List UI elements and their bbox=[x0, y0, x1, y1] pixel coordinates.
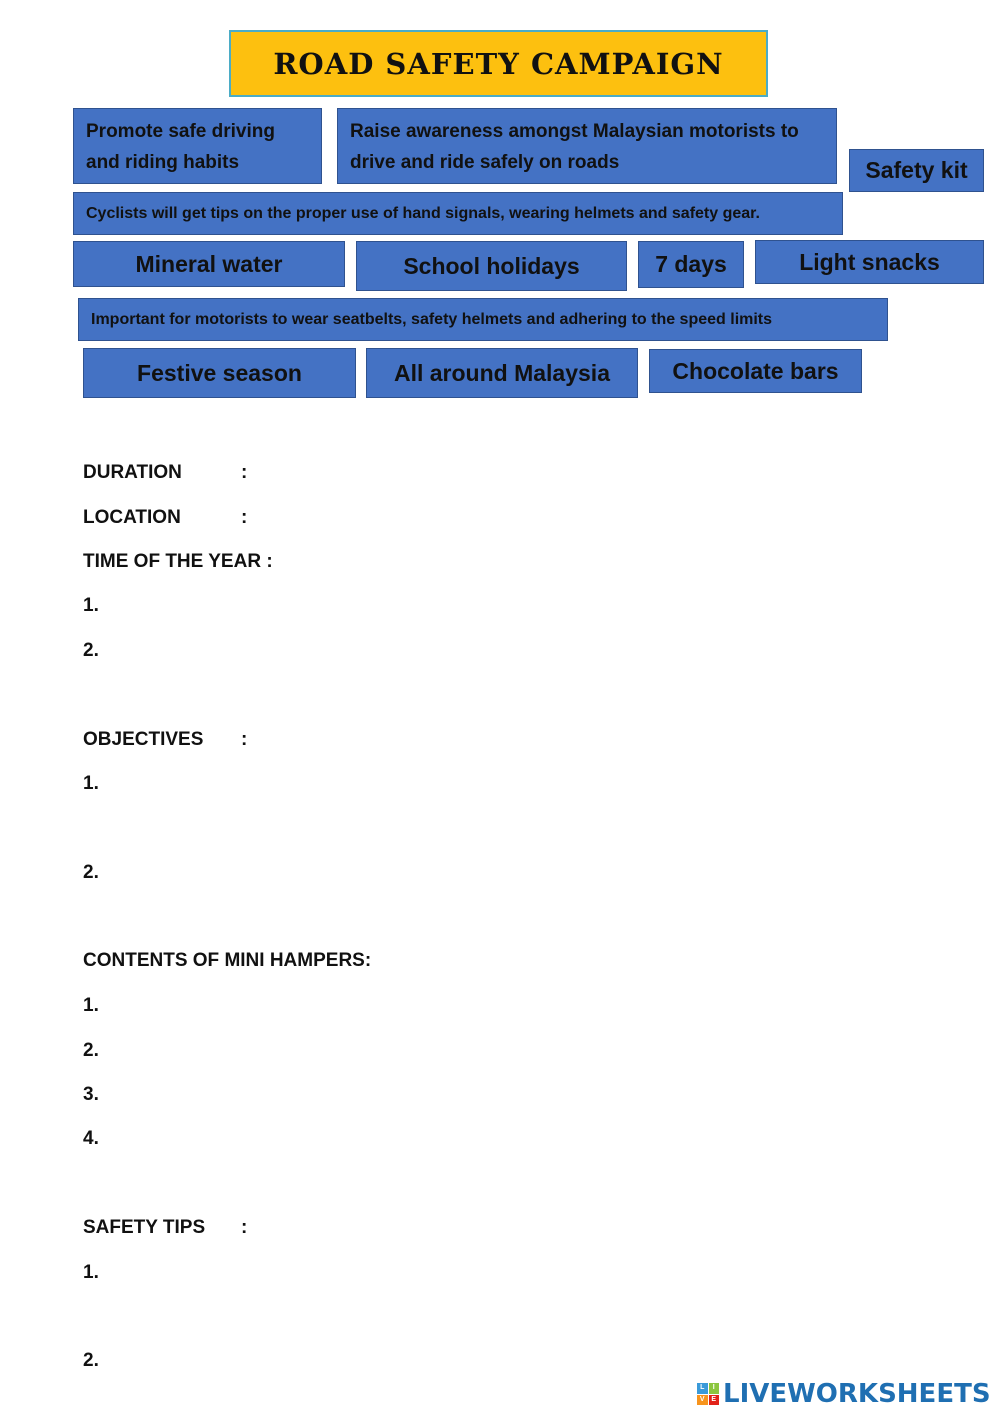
contents-number-1: 1. bbox=[83, 995, 99, 1016]
drop-zone-contents-3[interactable] bbox=[270, 1082, 910, 1108]
tile-raise-awareness[interactable]: Raise awareness amongst Malaysian motorists to drive and ride safely on roads bbox=[337, 108, 837, 184]
tile-promote[interactable]: Promote safe driving and riding habits bbox=[73, 108, 322, 184]
drop-zone-objectives-1[interactable] bbox=[270, 771, 910, 797]
time-of-year-number-2: 2. bbox=[83, 640, 99, 661]
tile-light-snacks[interactable]: Light snacks bbox=[755, 240, 984, 284]
safety-tips-number-2: 2. bbox=[83, 1350, 99, 1371]
label-objectives: OBJECTIVES bbox=[83, 729, 204, 750]
tile-all-around-malaysia[interactable]: All around Malaysia bbox=[366, 348, 638, 398]
contents-number-2: 2. bbox=[83, 1040, 99, 1061]
objectives-number-1: 1. bbox=[83, 773, 99, 794]
colon-duration: : bbox=[241, 462, 248, 483]
colon-objectives: : bbox=[241, 729, 248, 750]
contents-number-4: 4. bbox=[83, 1128, 99, 1149]
drop-zone-safety-tips-1[interactable] bbox=[270, 1260, 910, 1286]
drop-zone-safety-tips-2[interactable] bbox=[270, 1348, 910, 1374]
tile-mineral-water[interactable]: Mineral water bbox=[73, 241, 345, 287]
page-title: ROAD SAFETY CAMPAIGN bbox=[229, 30, 768, 97]
label-location: LOCATION bbox=[83, 507, 181, 528]
contents-number-3: 3. bbox=[83, 1084, 99, 1105]
objectives-number-2: 2. bbox=[83, 862, 99, 883]
liveworksheets-logo-text: LIVEWORKSHEETS bbox=[723, 1379, 991, 1409]
safety-tips-number-1: 1. bbox=[83, 1262, 99, 1283]
tile-chocolate-bars[interactable]: Chocolate bars bbox=[649, 349, 862, 393]
label-time-of-year: TIME OF THE YEAR : bbox=[83, 551, 273, 572]
label-duration: DURATION bbox=[83, 462, 182, 483]
colon-safety-tips: : bbox=[241, 1217, 248, 1238]
colon-location: : bbox=[241, 507, 248, 528]
tile-festive-season[interactable]: Festive season bbox=[83, 348, 356, 398]
tile-cyclists-tips[interactable]: Cyclists will get tips on the proper use of hand signals, wearing helmets and safety gear. bbox=[73, 192, 843, 235]
drop-zone-contents-4[interactable] bbox=[270, 1126, 910, 1152]
drop-zone-objectives-2[interactable] bbox=[270, 860, 910, 886]
tile-school-holidays[interactable]: School holidays bbox=[356, 241, 627, 291]
drop-zone-time-of-year-2[interactable] bbox=[270, 638, 910, 664]
tile-safety-kit[interactable]: Safety kit bbox=[849, 149, 984, 192]
liveworksheets-logo bbox=[697, 1378, 991, 1410]
drop-zone-duration[interactable] bbox=[270, 460, 910, 486]
label-safety-tips: SAFETY TIPS bbox=[83, 1217, 206, 1238]
drop-zone-contents-1[interactable] bbox=[270, 993, 910, 1019]
label-contents-mini-hampers: CONTENTS OF MINI HAMPERS: bbox=[83, 950, 372, 971]
logo-letter: I bbox=[709, 1383, 720, 1394]
logo-letter: L bbox=[697, 1383, 708, 1394]
logo-letter: E bbox=[709, 1395, 720, 1406]
time-of-year-number-1: 1. bbox=[83, 595, 99, 616]
logo-letter: V bbox=[697, 1395, 708, 1406]
liveworksheets-logo-icon bbox=[697, 1383, 719, 1405]
tile-important-motorists[interactable]: Important for motorists to wear seatbelts, safety helmets and adhering to the speed limits bbox=[78, 298, 888, 341]
drop-zone-location[interactable] bbox=[270, 505, 910, 531]
drop-zone-contents-2[interactable] bbox=[270, 1038, 910, 1064]
tile-seven-days[interactable]: 7 days bbox=[638, 241, 744, 288]
drop-zone-time-of-year-1[interactable] bbox=[270, 593, 910, 619]
